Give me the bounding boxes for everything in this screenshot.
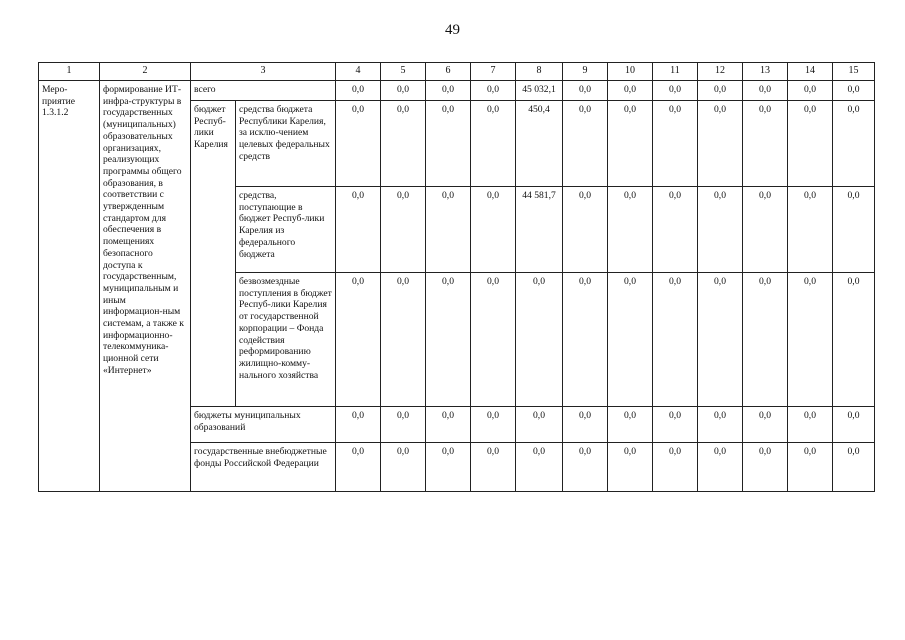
value-cell: 0,0 — [381, 443, 426, 492]
header-cell: 6 — [426, 63, 471, 81]
value-cell: 0,0 — [471, 101, 516, 187]
value-cell: 0,0 — [833, 101, 875, 187]
value-cell: 0,0 — [698, 81, 743, 101]
value-cell: 0,0 — [788, 187, 833, 273]
value-cell: 0,0 — [516, 443, 563, 492]
value-cell: 0,0 — [653, 101, 698, 187]
value-cell: 0,0 — [563, 81, 608, 101]
value-cell: 0,0 — [336, 187, 381, 273]
value-cell: 0,0 — [336, 81, 381, 101]
table-row — [39, 81, 875, 101]
row-label: безвозмездные поступления в бюджет Респуб-лики Карелия от государственной корпорации – Фонда содействия реформированию жилищно-комму-нального хозяйства — [236, 273, 336, 407]
value-cell: 0,0 — [743, 187, 788, 273]
header-cell: 1 — [39, 63, 100, 81]
value-cell: 0,0 — [743, 101, 788, 187]
value-cell: 0,0 — [516, 273, 563, 407]
page-number: 49 — [445, 22, 460, 38]
value-cell: 0,0 — [381, 81, 426, 101]
header-cell: 7 — [471, 63, 516, 81]
value-cell: 0,0 — [563, 101, 608, 187]
header-cell: 5 — [381, 63, 426, 81]
value-cell: 0,0 — [698, 443, 743, 492]
value-cell: 0,0 — [426, 407, 471, 443]
value-cell: 0,0 — [788, 407, 833, 443]
header-cell: 3 — [191, 63, 336, 81]
value-cell: 0,0 — [608, 443, 653, 492]
value-cell: 0,0 — [788, 101, 833, 187]
value-cell: 0,0 — [653, 273, 698, 407]
value-cell: 0,0 — [608, 81, 653, 101]
value-cell: 0,0 — [381, 273, 426, 407]
row-label: бюджеты муниципальных образований — [191, 407, 336, 443]
header-cell: 13 — [743, 63, 788, 81]
value-cell: 0,0 — [743, 443, 788, 492]
value-cell: 0,0 — [698, 187, 743, 273]
value-cell: 450,4 — [516, 101, 563, 187]
value-cell: 0,0 — [516, 407, 563, 443]
header-cell: 2 — [100, 63, 191, 81]
value-cell: 0,0 — [608, 273, 653, 407]
value-cell: 0,0 — [471, 443, 516, 492]
header-cell: 11 — [653, 63, 698, 81]
measure-description: формирование ИТ-инфра-структуры в государственных (муниципальных) образовательных организациях, реализующих программы общего образования, в соответствии с утвержденным стандартом для обеспечения в помещениях безопасного доступа к государственным, муниципальным и иным информацион-ным системам, а также к информационно-телекоммуника-ционной сети «Интернет» — [100, 81, 191, 492]
value-cell: 0,0 — [563, 187, 608, 273]
header-cell: 10 — [608, 63, 653, 81]
value-cell: 0,0 — [471, 407, 516, 443]
value-cell: 0,0 — [653, 407, 698, 443]
value-cell: 0,0 — [381, 187, 426, 273]
value-cell: 0,0 — [426, 273, 471, 407]
value-cell: 0,0 — [336, 443, 381, 492]
value-cell: 0,0 — [426, 101, 471, 187]
header-cell: 4 — [336, 63, 381, 81]
value-cell: 45 032,1 — [516, 81, 563, 101]
header-cell: 12 — [698, 63, 743, 81]
value-cell: 0,0 — [381, 407, 426, 443]
value-cell: 0,0 — [788, 273, 833, 407]
header-cell: 8 — [516, 63, 563, 81]
header-cell: 14 — [788, 63, 833, 81]
value-cell: 0,0 — [471, 273, 516, 407]
value-cell: 0,0 — [833, 187, 875, 273]
measure-code: Меро- приятие 1.3.1.2 — [39, 81, 100, 492]
value-cell: 0,0 — [336, 273, 381, 407]
value-cell: 0,0 — [833, 81, 875, 101]
value-cell: 0,0 — [698, 101, 743, 187]
value-cell: 0,0 — [743, 407, 788, 443]
value-cell: 0,0 — [698, 273, 743, 407]
header-cell: 9 — [563, 63, 608, 81]
value-cell: 0,0 — [788, 81, 833, 101]
value-cell: 0,0 — [698, 407, 743, 443]
value-cell: 0,0 — [653, 81, 698, 101]
value-cell: 0,0 — [608, 187, 653, 273]
value-cell: 0,0 — [426, 443, 471, 492]
value-cell: 0,0 — [608, 101, 653, 187]
value-cell: 44 581,7 — [516, 187, 563, 273]
row-label: государственные внебюджетные фонды Российской Федерации — [191, 443, 336, 492]
row-label: всего — [191, 81, 336, 101]
value-cell: 0,0 — [471, 187, 516, 273]
value-cell: 0,0 — [833, 443, 875, 492]
value-cell: 0,0 — [653, 187, 698, 273]
value-cell: 0,0 — [471, 81, 516, 101]
value-cell: 0,0 — [426, 187, 471, 273]
value-cell: 0,0 — [563, 443, 608, 492]
value-cell: 0,0 — [381, 101, 426, 187]
value-cell: 0,0 — [563, 273, 608, 407]
value-cell: 0,0 — [426, 81, 471, 101]
value-cell: 0,0 — [833, 273, 875, 407]
value-cell: 0,0 — [336, 101, 381, 187]
value-cell: 0,0 — [833, 407, 875, 443]
header-row — [39, 63, 875, 81]
value-cell: 0,0 — [653, 443, 698, 492]
value-cell: 0,0 — [563, 407, 608, 443]
budget-group-label: бюджет Респуб-лики Карелия — [191, 101, 236, 407]
row-label: средства, поступающие в бюджет Респуб-лики Карелия из федерального бюджета — [236, 187, 336, 273]
header-cell: 15 — [833, 63, 875, 81]
value-cell: 0,0 — [608, 407, 653, 443]
value-cell: 0,0 — [788, 443, 833, 492]
value-cell: 0,0 — [743, 81, 788, 101]
value-cell: 0,0 — [743, 273, 788, 407]
row-label: средства бюджета Республики Карелия, за исклю-чением целевых федеральных средств — [236, 101, 336, 187]
value-cell: 0,0 — [336, 407, 381, 443]
budget-table — [38, 62, 875, 492]
